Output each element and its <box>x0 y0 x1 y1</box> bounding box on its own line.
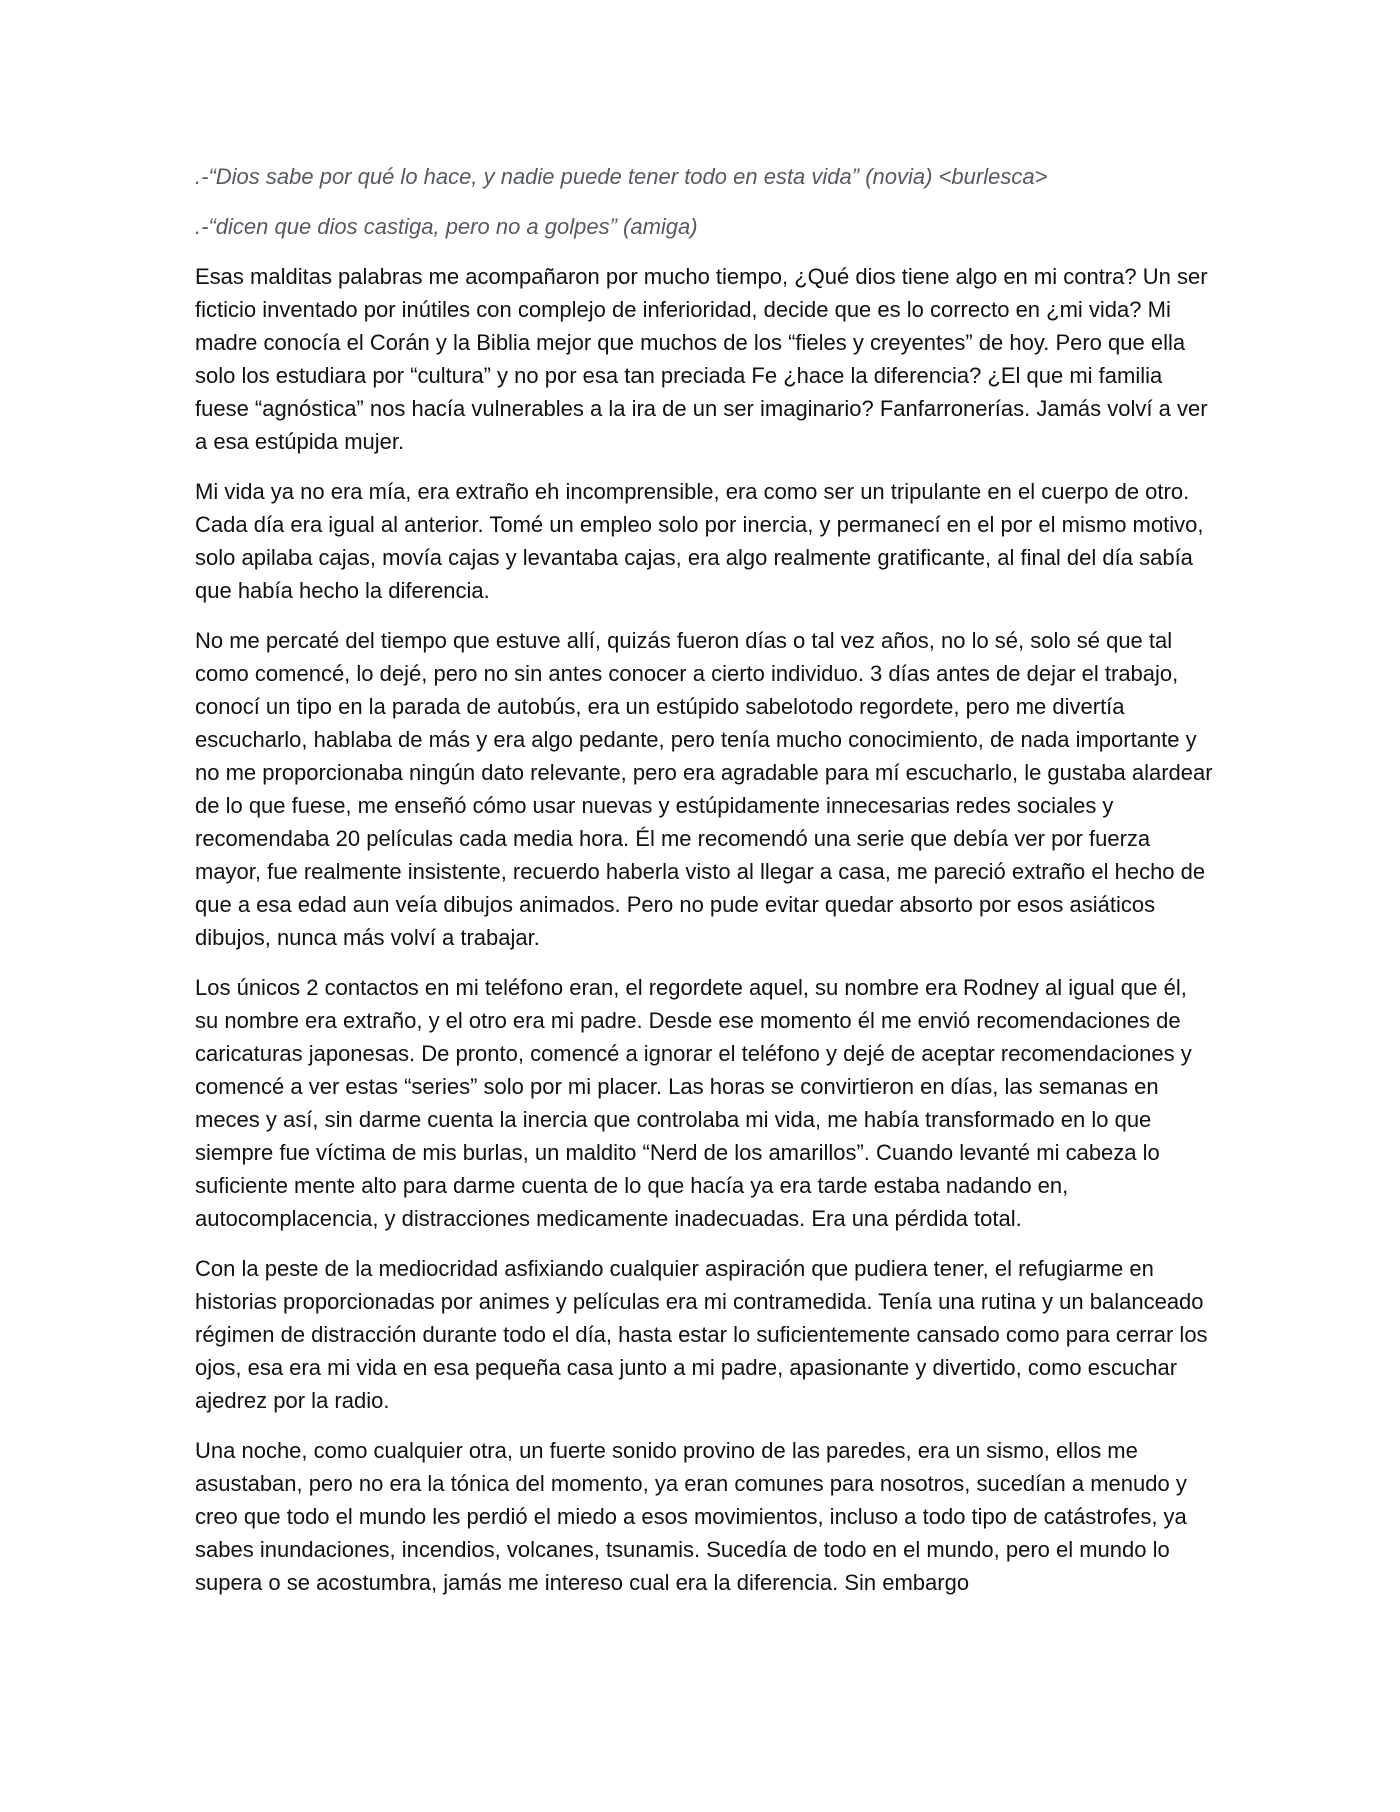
paragraph-4: Los únicos 2 contactos en mi teléfono eran, el regordete aquel, su nombre era Rodney al igual que él, su nombre era extraño, y el otro era mi padre. Desde ese momento él me envió recomendaciones de caricaturas japonesas. De pronto, comencé a ignorar el teléfono y dejé de aceptar recomendaciones y comencé a ver estas “series” solo por mi placer. Las horas se convirtieron en días, las semanas en meces y así, sin darme cuenta la inercia que controlaba mi vida, me había transformado en lo que siempre fue víctima de mis burlas, un maldito “Nerd de los amarillos”. Cuando levanté mi cabeza lo suficiente mente alto para darme cuenta de lo que hacía ya era tarde estaba nadando en, autocomplacencia, y distracciones medicamente inadecuadas. Era una pérdida total. <box>195 975 1192 1231</box>
paragraph-6: Una noche, como cualquier otra, un fuerte sonido provino de las paredes, era un sismo, ellos me asustaban, pero no era la tónica del momento, ya eran comunes para nosotros, sucedían a menudo y creo que todo el mundo les perdió el miedo a esos movimientos, incluso a todo tipo de catástrofes, ya sabes inundaciones, incendios, volcanes, tsunamis. Sucedía de todo en el mundo, pero el mundo lo supera o se acostumbra, jamás me intereso cual era la diferencia. Sin embargo <box>195 1438 1187 1595</box>
paragraph-3: No me percaté del tiempo que estuve allí, quizás fueron días o tal vez años, no lo sé, solo sé que tal como comencé, lo dejé, pero no sin antes conocer a cierto individuo. 3 días antes de dejar el trabajo, conocí un tipo en la parada de autobús, era un estúpido sabelotodo regordete, pero me divertía escucharlo, hablaba de más y era algo pedante, pero tenía mucho conocimiento, de nada importante y no me proporcionaba ningún dato relevante, pero era agradable para mí escucharlo, le gustaba alardear de lo que fuese, me enseñó cómo usar nuevas y estúpidamente innecesarias redes sociales y recomendaba 20 películas cada media hora. Él me recomendó una serie que debía ver por fuerza mayor, fue realmente insistente, recuerdo haberla visto al llegar a casa, me pareció extraño el hecho de que a esa edad aun veía dibujos animados. Pero no pude evitar quedar absorto por esos asiáticos dibujos, nunca más volví a trabajar. <box>195 628 1213 950</box>
paragraph-2: Mi vida ya no era mía, era extraño eh incomprensible, era como ser un tripulante en el cuerpo de otro. Cada día era igual al anterior. Tomé un empleo solo por inercia, y permanecí en el por el mismo motivo, solo apilaba cajas, movía cajas y levantaba cajas, era algo realmente gratificante, al final del día sabía que había hecho la diferencia. <box>195 479 1204 603</box>
quote-novia: .-“Dios sabe por qué lo hace, y nadie puede tener todo en esta vida” (novia) <burlesca> <box>195 164 1048 189</box>
paragraph-1: Esas malditas palabras me acompañaron por mucho tiempo, ¿Qué dios tiene algo en mi contra? Un ser ficticio inventado por inútiles con complejo de inferioridad, decide que es lo correcto en ¿mi vida? Mi madre conocía el Corán y la Biblia mejor que muchos de los “fieles y creyentes” de hoy. Pero que ella solo los estudiara por “cultura” y no por esa tan preciada Fe ¿hace la diferencia? ¿El que mi familia fuese “agnóstica” nos hacía vulnerables a la ira de un ser imaginario? Fanfarronerías. Jamás volví a ver a esa estúpida mujer. <box>195 264 1208 454</box>
paragraph-5: Con la peste de la mediocridad asfixiando cualquier aspiración que pudiera tener, el refugiarme en historias proporcionadas por animes y películas era mi contramedida. Tenía una rutina y un balanceado régimen de distracción durante todo el día, hasta estar lo suficientemente cansado como para cerrar los ojos, esa era mi vida en esa pequeña casa junto a mi padre, apasionante y divertido, como escuchar ajedrez por la radio. <box>195 1256 1208 1413</box>
quote-amiga: .-“dicen que dios castiga, pero no a golpes” (amiga) <box>195 214 698 239</box>
document-body <box>195 160 1215 1616</box>
